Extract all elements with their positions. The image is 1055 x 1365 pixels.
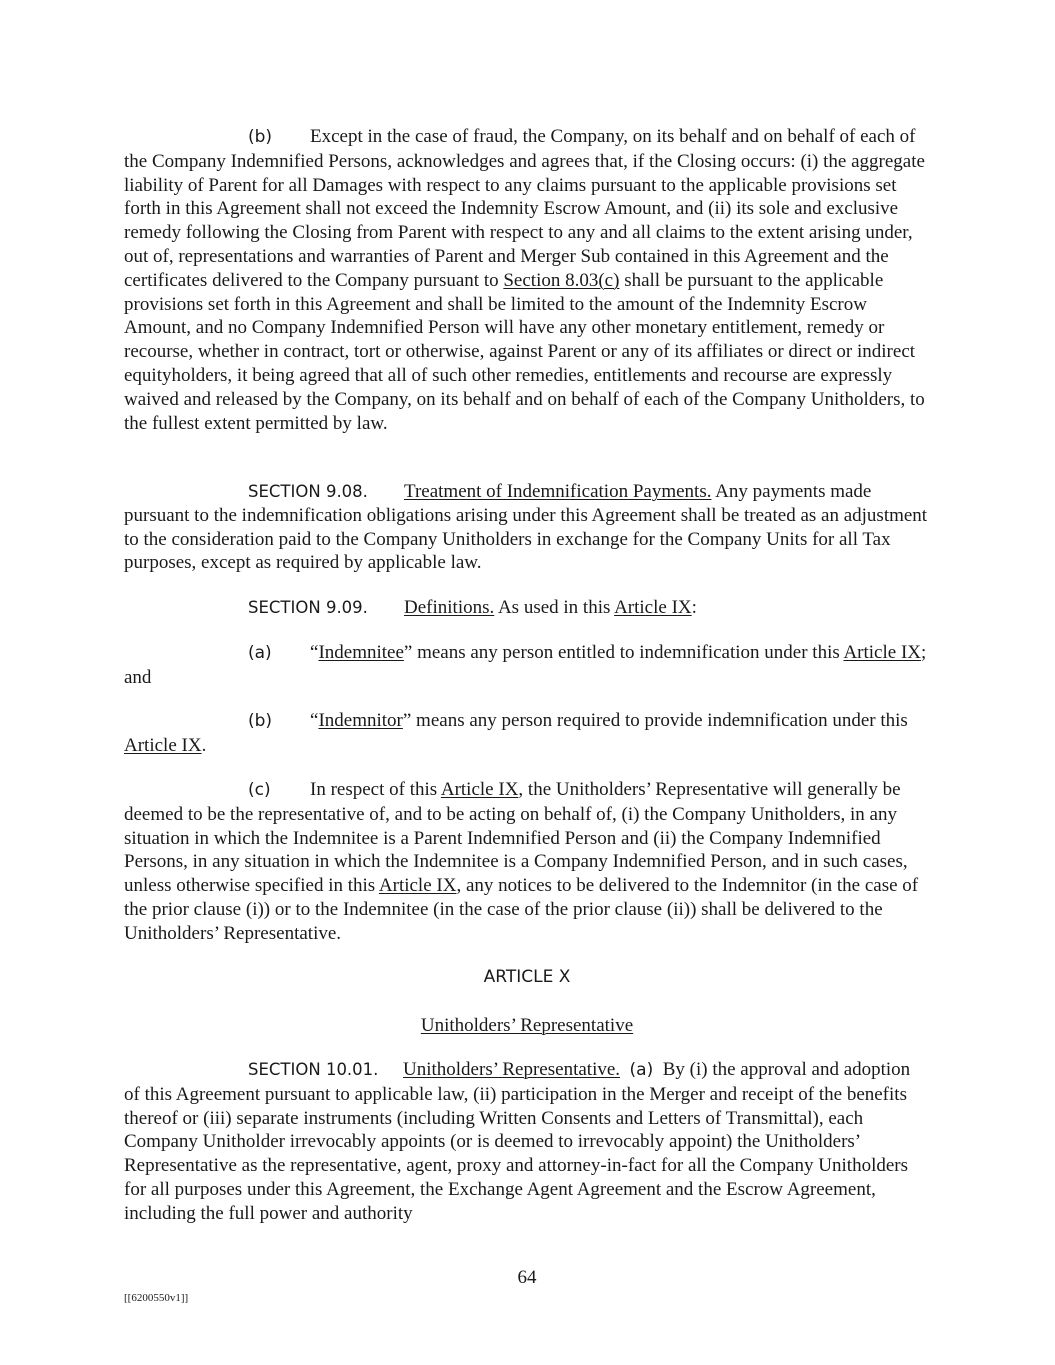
definition-end: ; and [124,642,927,688]
section-9-09-paragraph [124,596,930,620]
paragraph-marker: (b) [248,127,273,147]
section-heading: Definitions. [404,597,495,618]
paragraph-c-representative [124,778,930,946]
article-ix-reference: Article IX [124,734,202,756]
section-number: SECTION 10.01. [248,1060,379,1079]
definition-indemnitee [124,641,930,690]
paragraph-text-continued: , the Unitholders’ Representative will generally be deemed to be the representative of, and to be acting on behalf of, (i) the Company Unitholders, in any situation in which the Indemnitee is a Parent Indemnified Person and (ii) the Company Indemnified Persons, in any situation in which the Indemnitee is a Company Indemnified Person, and in such cases, unless otherwise specified in this [124,779,908,897]
paragraph-text-end: , any notices to be delivered to the Indemnitor (in the case of the prior clause (i)) or to the Indemnitee (in the case of the prior clause (ii)) shall be delivered to the Unitholders’ Representative. [124,875,919,944]
document-id: [[6200550v1]] [124,1292,189,1304]
section-number: SECTION 9.09. [248,598,368,617]
open-quote: “ [310,710,319,731]
open-quote: “ [310,642,319,663]
section-heading: Treatment of Indemnification Payments. [404,481,712,502]
page-number: 64 [517,1267,537,1288]
paragraph-marker: (a) [629,1060,654,1080]
section-10-01-paragraph [124,1058,930,1226]
section-8-03c-link: Section 8.03(c) [503,269,620,291]
paragraph-b-exclusive-remedy [124,125,930,435]
definition-end: . [201,734,207,756]
article-ix-reference: Article IX [843,642,922,663]
definition-indemnitor [124,709,930,758]
section-text: As used in this [494,597,615,618]
definition-text: ” means any person required to provide indemnification under this [402,710,908,731]
paragraph-marker: (c) [248,780,271,800]
section-text-end: : [691,597,697,618]
definition-text: ” means any person entitled to indemnification under this [403,642,844,663]
paragraph-text: In respect of this [310,779,441,800]
defined-term: Indemnitor [318,710,403,731]
article-subtitle-text: Unitholders’ Representative [420,1015,634,1036]
paragraph-marker: (a) [248,643,272,663]
section-text: By (i) the approval and adoption of this Agreement pursuant to applicable law, (ii) participation in the Merger and receipt of the benefits thereof or (iii) separate instruments (including Written Consents and Letters of Transmittal), each Company Unitholder irrevocably appoints (or is deemed to irrevocably appoint) the Unitholders’ Representative as the representative, agent, proxy and attorney-in-fact for all the Company Unitholders for all purposes under this Agreement, the Exchange Agent Agreement and the Escrow Agreement, including the full power and authority [124,1059,911,1224]
article-title: ARTICLE X [483,967,571,987]
section-9-08-paragraph [124,480,930,575]
article-ix-reference: Article IX [440,779,519,800]
section-heading: Unitholders’ Representative. [403,1059,621,1080]
article-ix-reference: Article IX [378,875,457,897]
defined-term: Indemnitee [318,642,404,663]
article-subtitle [124,1014,930,1038]
paragraph-marker: (b) [248,711,273,731]
section-number: SECTION 9.08. [248,482,368,501]
paragraph-text-continued: shall be pursuant to the applicable provisions set forth in this Agreement and shall be limited to the amount of the Indemnity Escrow Amount, and no Company Indemnified Person will have any other monetary entitlement, remedy or recourse, whether in contract, tort or otherwise, against Parent or any of its affiliates or direct or indirect equityholders, it being agreed that all of such other remedies, entitlements and recourse are expressly waived and released by the Company, on its behalf and on behalf of each of the Company Unitholders, to the fullest extent permitted by law. [124,269,925,434]
section-text: Any payments made pursuant to the indemnification obligations arising under this Agreement shall be treated as an adjustment to the consideration paid to the Company Unitholders in exchange for the Company Units for all Tax purposes, except as required by applicable law. [124,481,928,574]
paragraph-text: Except in the case of fraud, the Company, on its behalf and on behalf of each of the Company Indemnified Persons, acknowledges and agrees that, if the Closing occurs: (i) the aggregate liability of Parent for all Damages with respect to any claims pursuant to the applicable provisions set forth in this Agreement shall not exceed the Indemnity Escrow Amount, and (ii) its sole and exclusive remedy following the Closing from Parent with respect to any and all claims to the extent arising under, out of, representations and warranties of Parent and Merger Sub contained in this Agreement and the certificates delivered to the Company pursuant to [124,126,925,291]
article-ix-reference: Article IX [614,597,692,618]
